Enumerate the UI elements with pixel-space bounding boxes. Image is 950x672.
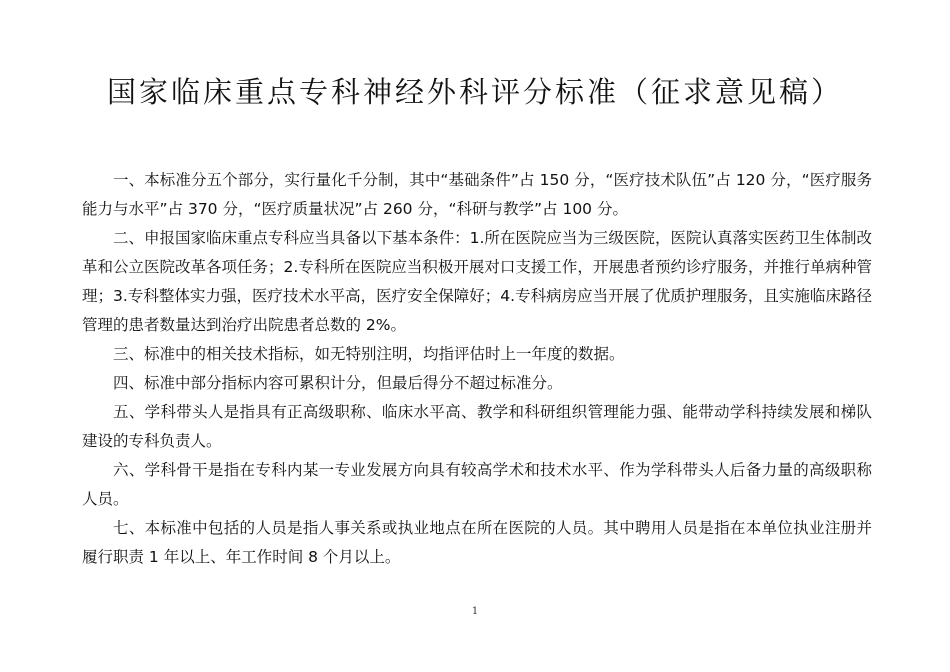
paragraph-1: 一、本标准分五个部分，实行量化千分制，其中“基础条件”占 150 分，“医疗技术队伍”占 120 分，“医疗服务能力与水平”占 370 分，“医疗质量状况”占 260 分，“科研与教学”占 100 分。 — [82, 171, 872, 218]
paragraph-6: 六、学科骨干是指在专科内某一专业发展方向具有较高学术和技术水平、作为学科带头人后备力量的高级职称人员。 — [82, 461, 872, 508]
paragraph-3: 三、标准中的相关技术指标，如无特别注明，均指评估时上一年度的数据。 — [113, 345, 625, 363]
paragraph-7: 七、本标准中包括的人员是指人事关系或执业地点在所在医院的人员。其中聘用人员是指在本单位执业注册并履行职责 1 年以上、年工作时间 8 个月以上。 — [82, 519, 872, 566]
page-title: 国家临床重点专科神经外科评分标准（征求意见稿） — [106, 75, 843, 109]
paragraph-4: 四、标准中部分指标内容可累积计分，但最后得分不超过标准分。 — [113, 374, 563, 392]
paragraph-5: 五、学科带头人是指具有正高级职称、临床水平高、教学和科研组织管理能力强、能带动学科持续发展和梯队建设的专科负责人。 — [82, 403, 872, 450]
document-body — [82, 166, 872, 572]
page-number: 1 — [471, 606, 479, 617]
paragraph-2: 二、申报国家临床重点专科应当具备以下基本条件：1.所在医院应当为三级医院，医院认真落实医药卫生体制改革和公立医院改革各项任务；2.专科所在医院应当积极开展对口支援工作，开展患者预约诊疗服务，并推行单病种管理；3.专科整体实力强，医疗技术水平高，医疗安全保障好；4.专科病房应当开展了优质护理服务，且实施临床路径管理的患者数量达到治疗出院患者总数的 2%。 — [82, 229, 872, 334]
